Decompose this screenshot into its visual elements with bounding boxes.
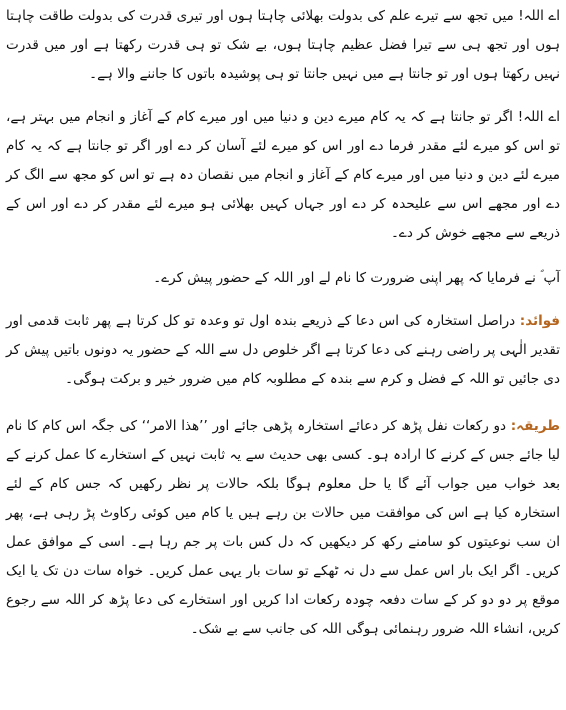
- dua-paragraph-2: اے اللہ! اگر تو جانتا ہے کہ یہ کام میرے دین و دنیا میں اور میرے کام کے آغاز و انجام میں بہتر ہے، تو اس کو میرے لئے مقدر فرما دے اور اس کو میرے لئے آسان کر دے اور اگر تو جانتا ہے کہ یہ کام میرے لئے دین و دنیا میں اور میرے کام کے آغاز و انجام میں نقصان دہ ہے تو اس کو مجھ سے الگ کر دے اور مجھے اس سے علیحدہ کر دے اور جہاں کہیں بھلائی ہو میرے لئے مقدر کر دے اور اس کے ذریعے سے مجھے خوش کر دے۔: [6, 109, 560, 241]
- benefits-paragraph: [6, 307, 560, 394]
- benefits-label: فوائد:: [519, 313, 560, 329]
- method-label: طریقہ:: [510, 418, 560, 434]
- dua-paragraph-1: اے اللہ! میں تجھ سے تیرے علم کی بدولت بھلائی چاہتا ہوں اور تیری قدرت کی بدولت طاقت چاہتا ہوں اور تجھ ہی سے تیرا فضل عظیم چاہتا ہوں، بے شک تو ہی قدرت رکھتا ہے اور میں قدرت نہیں رکھتا ہوں اور تو جانتا ہے میں نہیں جانتا تو ہی پوشیدہ باتوں کا جاننے والا ہے۔: [6, 8, 560, 82]
- method-paragraph: [6, 412, 560, 644]
- benefits-text: دراصل استخارہ کی اس دعا کے ذریعے بندہ اول تو وعدہ تو کل کرتا ہے پھر ثابت قدمی اور تقدیر الٰہی پر راضی رہنے کی دعا کرتا ہے اگر خلوص دل سے اللہ کے حضور یہ دونوں باتیں پیش کر دی جائیں تو اللہ کے فضل و کرم سے بندہ کے مطلوبہ کام میں ضرور خیر و برکت ہوگی۔: [6, 313, 560, 387]
- document-page: [6, 2, 560, 706]
- instruction-paragraph: آپ ؐ نے فرمایا کہ پھر اپنی ضرورت کا نام لے اور اللہ کے حضور پیش کرے۔: [153, 270, 560, 286]
- method-text: دو رکعات نفل پڑھ کر دعائے استخارہ پڑھی جائے اور ’’ھذا الامر‘‘ کی جگہ اس کام کا نام لیا جائے جس کے کرنے کا ارادہ ہو۔ کسی بھی حدیث سے یہ ثابت نہیں کے استخارے کا عمل کرنے کے بعد خواب میں جواب آئے گا یا حل معلوم ہوگا بلکہ حالات پر نظر رکھیں کہ جس کام کے لئے استخارہ کیا ہے اس کی موافقت میں حالات بن رہے ہیں یا کام میں کوئی رکاوٹ پڑ رہی ہے، پھر ان سب نوعیتوں کو سامنے رکھ کر دیکھیں کہ دل کس بات پر جم رہا ہے۔ اسی کے موافق عمل کریں۔ اگر ایک بار اس عمل سے دل نہ ٹھکے تو سات بار یہی عمل کریں۔ خواہ سات دن تک یا ایک موقع پر دو دو کر کے سات دفعہ چودہ رکعات ادا کریں اور استخارے کی دعا پڑھ کر اللہ سے رجوع کریں، انشاء اللہ ضرور رہنمائی ہوگی اللہ کی جانب سے بے شک۔: [6, 418, 560, 637]
